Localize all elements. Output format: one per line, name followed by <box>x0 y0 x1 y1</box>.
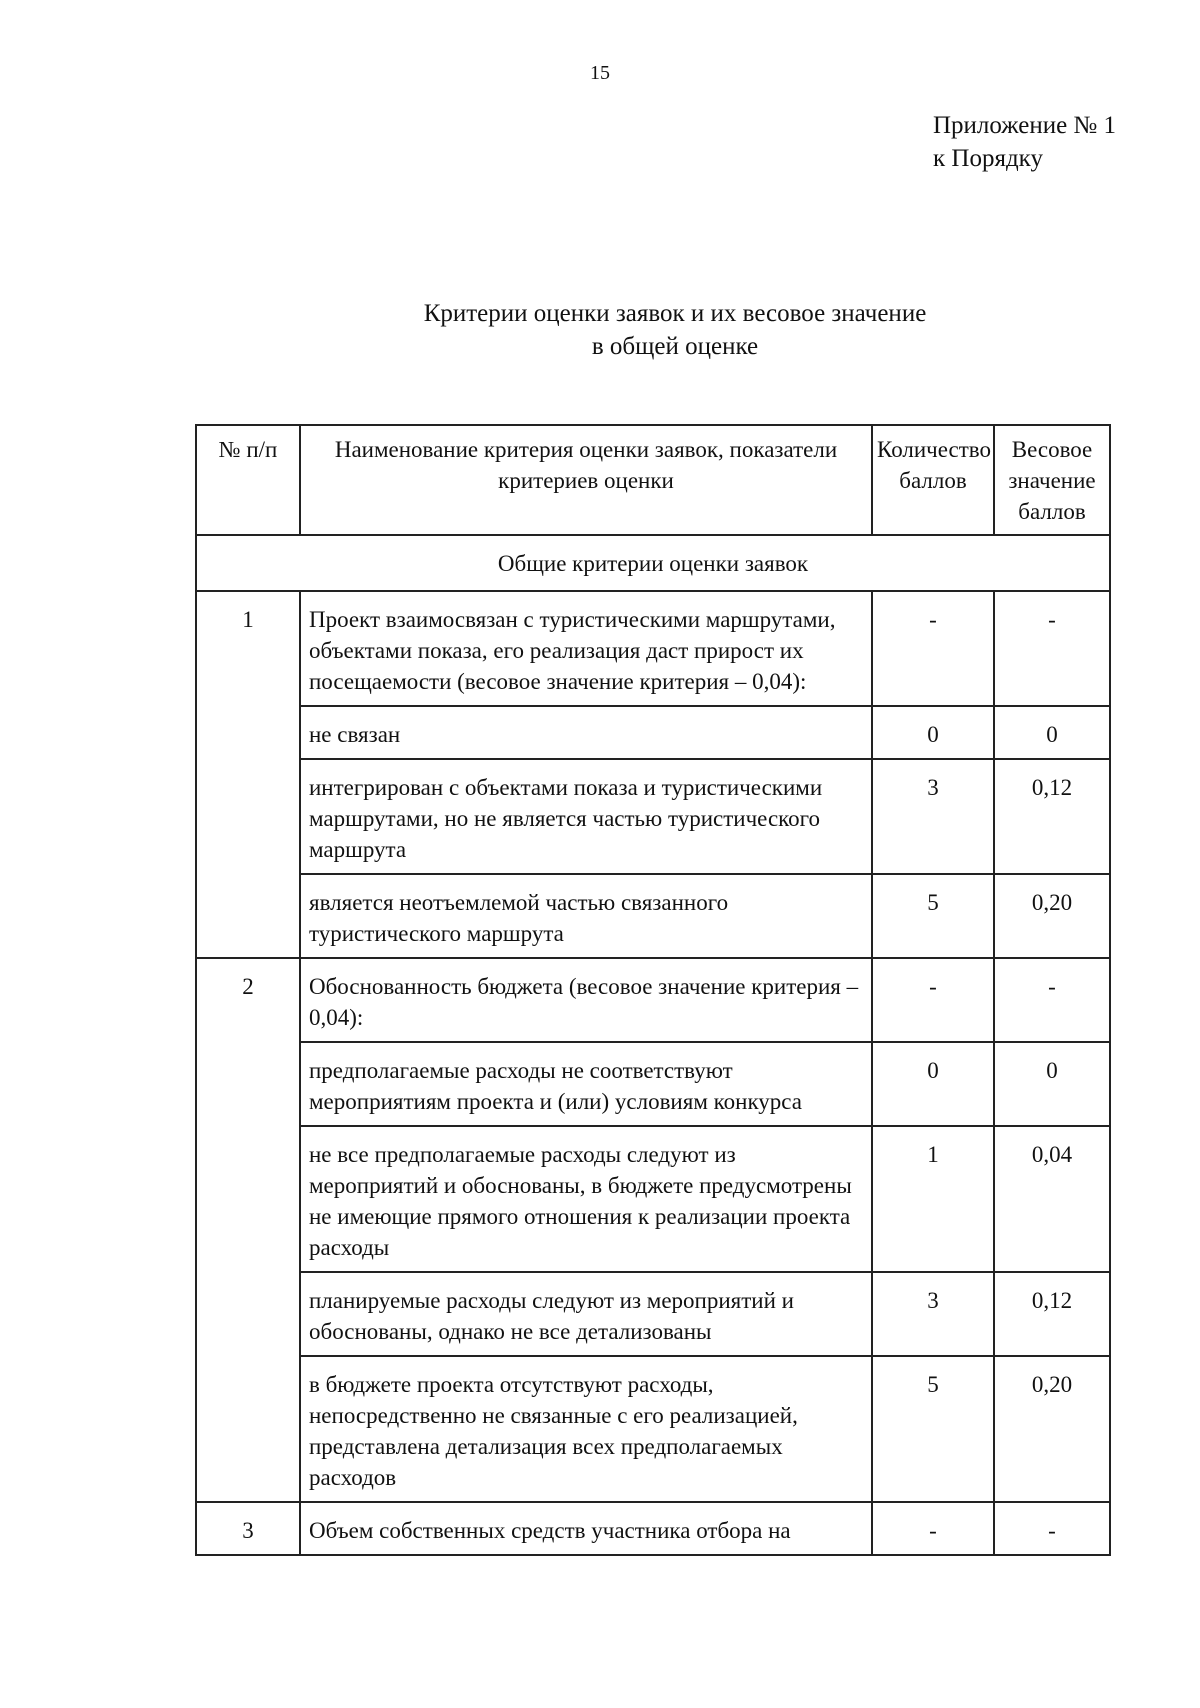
option-text: предполагаемые расходы не соответствуют мероприятиям проекта и (или) условиям конкурса <box>300 1042 872 1126</box>
criteria-table <box>195 424 1111 1556</box>
page-number: 15 <box>590 62 610 84</box>
table-row <box>196 1126 1110 1272</box>
table-row <box>196 1502 1110 1555</box>
table-row <box>196 1356 1110 1502</box>
option-weight: 0,12 <box>994 1272 1110 1356</box>
option-qty: 0 <box>872 706 994 759</box>
criterion-weight: - <box>994 1502 1110 1555</box>
option-weight: 0,12 <box>994 759 1110 874</box>
option-text: планируемые расходы следуют из мероприятий и обоснованы, однако не все детализованы <box>300 1272 872 1356</box>
option-text: не связан <box>300 706 872 759</box>
table-row <box>196 958 1110 1042</box>
title-line-1: Критерии оценки заявок и их весовое значение <box>423 300 927 327</box>
table-row <box>196 874 1110 958</box>
table-header-row <box>196 425 1110 535</box>
option-weight: 0,04 <box>994 1126 1110 1272</box>
appendix-line-1: Приложение № 1 <box>933 112 1117 139</box>
header-qty: Количество баллов <box>872 425 994 535</box>
criterion-qty: - <box>872 958 994 1042</box>
option-qty: 3 <box>872 1272 994 1356</box>
table-row <box>196 1272 1110 1356</box>
header-weight: Весовое значение баллов <box>994 425 1110 535</box>
option-weight: 0 <box>994 706 1110 759</box>
document-title <box>0 297 1200 363</box>
criterion-title: Проект взаимосвязан с туристическими маршрутами, объектами показа, его реализация даст прирост их посещаемости (весовое значение критерия – 0,04): <box>300 591 872 706</box>
option-qty: 3 <box>872 759 994 874</box>
criterion-number: 1 <box>196 591 300 706</box>
table-row <box>196 1042 1110 1126</box>
option-text: не все предполагаемые расходы следуют из мероприятий и обоснованы, в бюджете предусмотрены не имеющие прямого отношения к реализации проекта расходы <box>300 1126 872 1272</box>
option-qty: 5 <box>872 1356 994 1502</box>
option-weight: 0,20 <box>994 1356 1110 1502</box>
criterion-number: 2 <box>196 958 300 1042</box>
appendix-reference <box>933 109 1116 175</box>
criterion-qty: - <box>872 591 994 706</box>
criterion-weight: - <box>994 958 1110 1042</box>
option-qty: 0 <box>872 1042 994 1126</box>
option-qty: 5 <box>872 874 994 958</box>
criterion-title: Объем собственных средств участника отбора на <box>300 1502 872 1555</box>
criterion-number: 3 <box>196 1502 300 1555</box>
criterion-title: Обоснованность бюджета (весовое значение критерия – 0,04): <box>300 958 872 1042</box>
criterion-qty: - <box>872 1502 994 1555</box>
section-row <box>196 535 1110 591</box>
table-row <box>196 591 1110 706</box>
section-title: Общие критерии оценки заявок <box>196 535 1110 591</box>
header-num: № п/п <box>196 425 300 535</box>
option-text: является неотъемлемой частью связанного туристического маршрута <box>300 874 872 958</box>
option-text: интегрирован с объектами показа и туристическими маршрутами, но не является частью туристического маршрута <box>300 759 872 874</box>
header-name: Наименование критерия оценки заявок, показатели критериев оценки <box>300 425 872 535</box>
table-row <box>196 706 1110 759</box>
appendix-line-2: к Порядку <box>933 145 1043 172</box>
title-line-2: в общей оценке <box>591 333 759 360</box>
option-qty: 1 <box>872 1126 994 1272</box>
option-weight: 0 <box>994 1042 1110 1126</box>
criterion-weight: - <box>994 591 1110 706</box>
table-row <box>196 759 1110 874</box>
option-text: в бюджете проекта отсутствуют расходы, непосредственно не связанные с его реализацией, представлена детализация всех предполагаемых расходов <box>300 1356 872 1502</box>
option-weight: 0,20 <box>994 874 1110 958</box>
